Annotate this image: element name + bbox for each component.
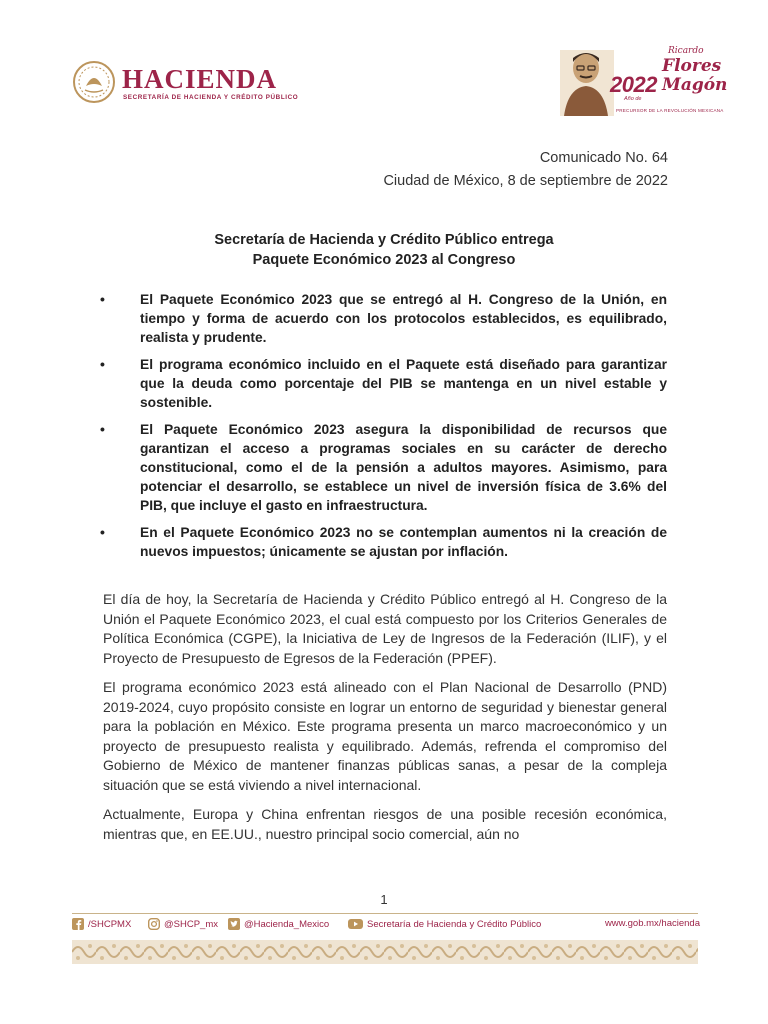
- name-first: Ricardo: [668, 46, 704, 56]
- youtube-channel: Secretaría de Hacienda y Crédito Público: [367, 918, 542, 930]
- year-logo: [558, 44, 728, 118]
- brand-name: HACIENDA: [122, 64, 278, 94]
- year-text: 2022: [610, 72, 657, 97]
- brand-subtitle: SECRETARÍA DE HACIENDA Y CRÉDITO PÚBLICO: [123, 94, 299, 101]
- footer-website[interactable]: [605, 918, 700, 929]
- key-point: • El Paquete Económico 2023 que se entregó al H. Congreso de la Unión, en tiempo y forma de acuerdo con los protocolos establecidos, es equilibrado, realista y prudente.: [100, 290, 667, 347]
- paragraph: Actualmente, Europa y China enfrentan riesgos de una posible recesión económica, mientras que, en EE.UU., nuestro principal socio comercial, aún no: [103, 806, 667, 842]
- footer-youtube[interactable]: [348, 918, 541, 930]
- youtube-icon: [348, 918, 363, 930]
- key-point: • El Paquete Económico 2023 asegura la disponibilidad de recursos que garantizan el acceso a programas sociales en su carácter de derecho constitucional, como el de la pensión a adultos mayores. Asimismo, para potenciar el desarrollo, se establece un nivel de inversión física de 3.6% del PIB, que incluye el gasto en infraestructura.: [100, 420, 667, 515]
- key-points-list: [100, 290, 667, 569]
- paragraph: El día de hoy, la Secretaría de Hacienda y Crédito Público entregó al H. Congreso de la Unión el Paquete Económico 2023, el cual está compuesto por los Criterios Generales de Política Económica (CGPE), la Iniciativa de Ley de Ingresos de la Federación (ILIF), y el Proyecto de Presupuesto de Egresos de la Federación (PPEF).: [103, 591, 667, 666]
- key-point: • En el Paquete Económico 2023 no se contemplan aumentos ni la creación de nuevos impuestos; únicamente se ajustan por inflación.: [100, 523, 667, 561]
- footer-divider: [72, 913, 698, 914]
- hacienda-logo: [72, 60, 332, 112]
- year-subtitle: Año de: [624, 96, 642, 102]
- logo-caption: PRECURSOR DE LA REVOLUCIÓN MEXICANA: [616, 108, 724, 113]
- twitter-icon: [228, 918, 240, 930]
- portrait-icon: [558, 44, 616, 118]
- comunicado-number: Comunicado No. 64: [539, 150, 668, 166]
- date-line: Ciudad de México, 8 de septiembre de 2022: [383, 173, 668, 189]
- website-link: www.gob.mx/hacienda: [604, 918, 700, 929]
- page-number: 1: [380, 892, 388, 907]
- name-third: Magón: [662, 75, 728, 95]
- key-point: • El programa económico incluido en el Paquete está diseñado para garantizar que la deuda como porcentaje del PIB se mantenga en un nivel estable y sostenible.: [100, 355, 667, 412]
- footer-bar: [72, 918, 700, 934]
- paragraph: El programa económico 2023 está alineado con el Plan Nacional de Desarrollo (PND) 2019-2024, cuyo propósito consiste en lograr un entorno de seguridad y bienestar general para la población en México. Este programa presenta un marco macroeconómico y un proyecto de presupuesto realista y equilibrado. Además, refrenda el compromiso del Gobierno de México de mantener finanzas públicas sanas, a pesar de la compleja situación que se está viviendo a nivel internacional.: [103, 679, 667, 793]
- eagle-seal-icon: [72, 60, 116, 104]
- body-text: [103, 590, 667, 854]
- document-title-line2: Paquete Económico 2023 al Congreso: [252, 252, 516, 268]
- footer-twitter[interactable]: [228, 918, 329, 930]
- footer-instagram[interactable]: [148, 918, 218, 930]
- facebook-icon: [72, 918, 84, 930]
- document-title-line1: Secretaría de Hacienda y Crédito Público entrega: [214, 232, 554, 248]
- facebook-handle: /SHCPMX: [88, 918, 132, 930]
- decorative-pattern: [72, 940, 698, 964]
- instagram-icon: [148, 918, 160, 930]
- name-second: Flores: [662, 56, 722, 76]
- instagram-handle: @SHCP_mx: [164, 918, 218, 930]
- footer-facebook[interactable]: [72, 918, 131, 930]
- twitter-handle: @Hacienda_Mexico: [244, 918, 330, 930]
